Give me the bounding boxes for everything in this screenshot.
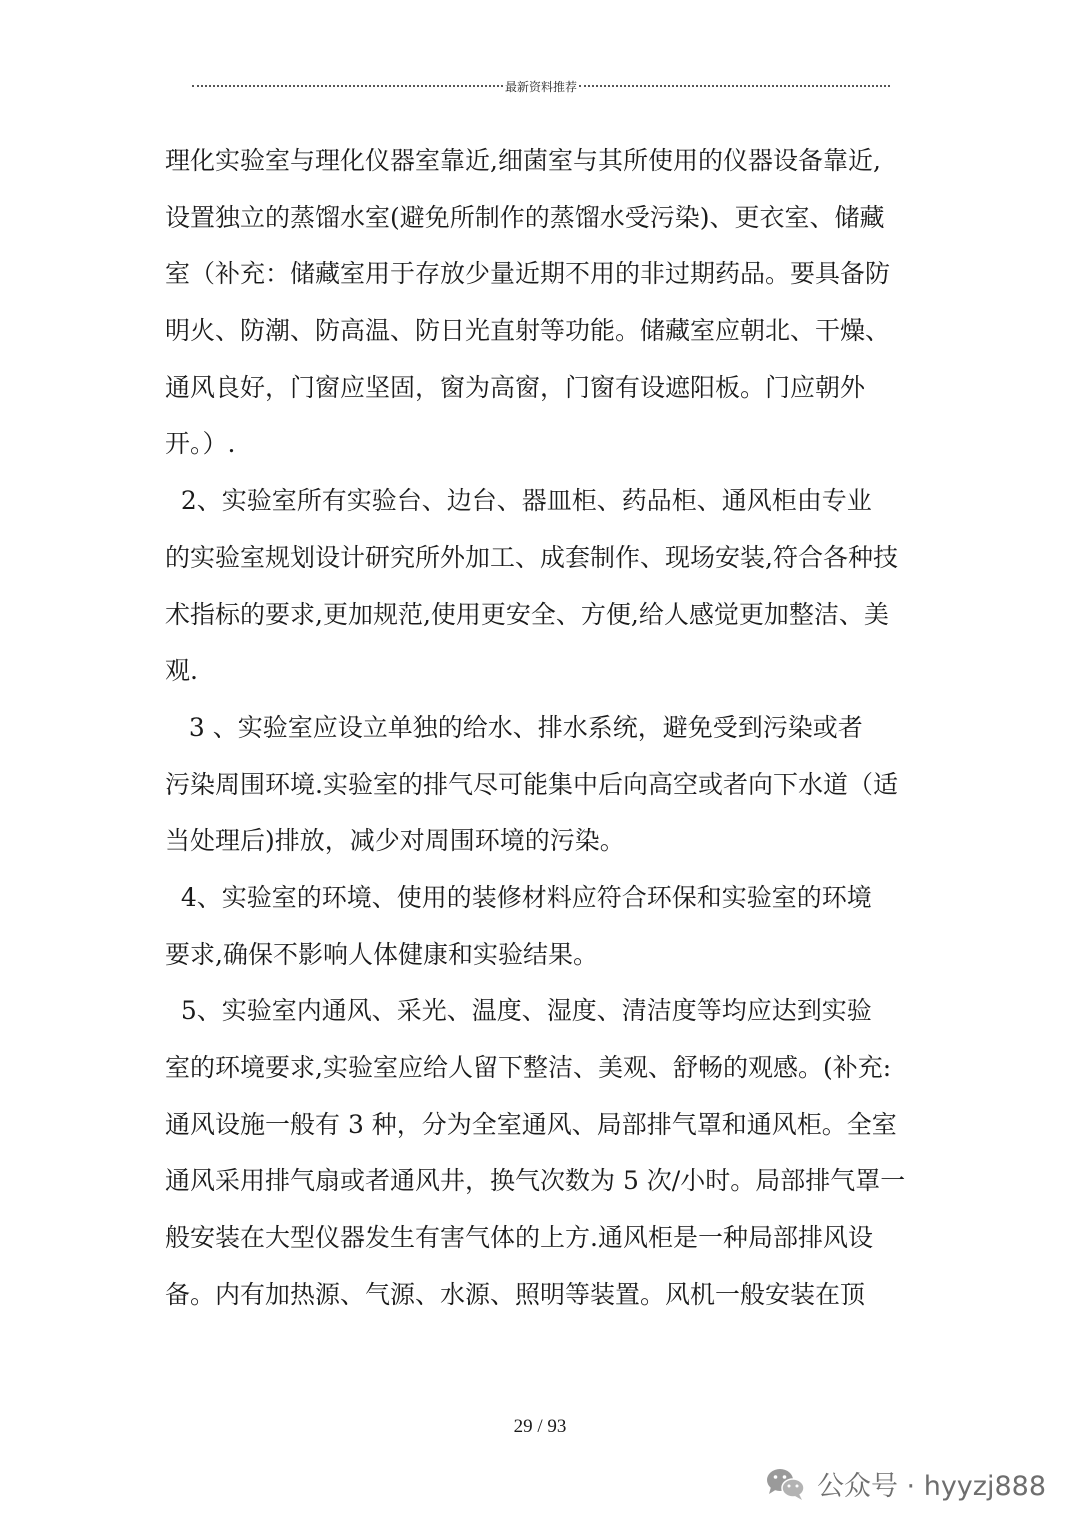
paragraph bbox=[165, 870, 925, 983]
text-line: 观. bbox=[165, 656, 198, 686]
wechat-icon bbox=[765, 1466, 807, 1502]
text-line: 术指标的要求,更加规范,使用更安全、方便,给人感觉更加整洁、美 bbox=[165, 599, 889, 629]
header-dotted-rule-left bbox=[192, 85, 503, 87]
text-line: 要求,确保不影响人体健康和实验结果。 bbox=[165, 939, 598, 969]
paragraph bbox=[165, 983, 925, 1323]
text-line: 明火、防潮、防高温、防日光直射等功能。储藏室应朝北、干燥、 bbox=[165, 316, 891, 346]
text-line: 备。内有加热源、气源、水源、照明等装置。风机一般安装在顶 bbox=[165, 1279, 866, 1309]
text-line: 室的环境要求,实验室应给人留下整洁、美观、舒畅的观感。(补充: bbox=[165, 1053, 892, 1082]
text-line: 通风设施一般有 3 种，分为全室通风、局部排气罩和通风柜。全室 bbox=[165, 1109, 897, 1139]
text-line: 通风采用排气扇或者通风井，换气次数为 5 次/小时。局部排气罩一 bbox=[165, 1166, 906, 1196]
text-line: 设置独立的蒸馏水室(避免所制作的蒸馏水受污染)、更衣室、储藏 bbox=[165, 202, 885, 232]
text-line: 般安装在大型仪器发生有害气体的上方.通风柜是一种局部排风设 bbox=[165, 1223, 873, 1253]
text-line: 2、实验室所有实验台、边台、器皿柜、药品柜、通风柜由专业 bbox=[165, 486, 872, 516]
text-line: 通风良好，门窗应坚固，窗为高窗，门窗有设遮阳板。门应朝外 bbox=[165, 372, 866, 402]
text-line: 室（补充：储藏室用于存放少量近期不用的非过期药品。要具备防 bbox=[165, 259, 891, 289]
text-line: 5、实验室内通风、采光、温度、湿度、清洁度等均应达到实验 bbox=[165, 996, 872, 1026]
watermark-text: 公众号 · hyyzj888 bbox=[816, 1471, 1046, 1502]
text-line: 污染周围环境.实验室的排气尽可能集中后向高空或者向下水道（适 bbox=[165, 769, 898, 799]
header-title: 最新资料推荐 bbox=[505, 79, 578, 94]
paragraph bbox=[165, 700, 925, 870]
paragraph bbox=[165, 473, 925, 700]
body-text bbox=[165, 133, 925, 1323]
header-dotted-rule-right bbox=[579, 85, 890, 87]
text-line: 的实验室规划设计研究所外加工、成套制作、现场安装,符合各种技 bbox=[165, 542, 898, 572]
text-line: 3 、实验室应设立单独的给水、排水系统，避免受到污染或者 bbox=[165, 712, 863, 742]
text-line: 4、实验室的环境、使用的装修材料应符合环保和实验室的环境 bbox=[165, 882, 872, 912]
watermark bbox=[765, 1464, 1046, 1503]
text-line: 开。）. bbox=[165, 429, 236, 459]
text-line: 理化实验室与理化仪器室靠近,细菌室与其所使用的仪器设备靠近, bbox=[165, 146, 881, 175]
paragraph bbox=[165, 133, 925, 473]
text-line: 当处理后)排放，减少对周围环境的污染。 bbox=[165, 826, 625, 856]
page-header bbox=[192, 77, 890, 95]
page-number: 29 / 93 bbox=[513, 1416, 567, 1437]
